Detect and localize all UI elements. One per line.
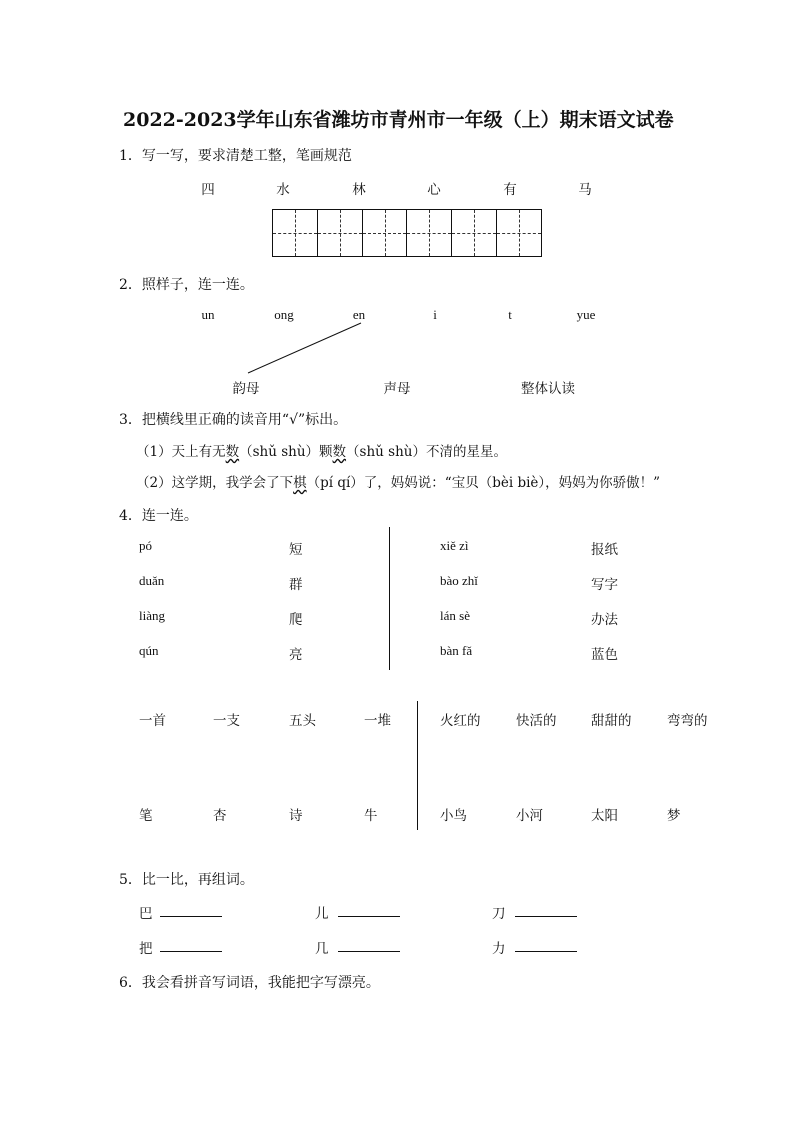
q4-adjective: 弯弯的 <box>667 713 708 729</box>
q4-pinyin: bào zhǐ <box>440 573 478 588</box>
q4-pinyin: duǎn <box>139 573 165 588</box>
q4-pinyin: qún <box>139 643 159 658</box>
q4-word: 办法 <box>591 612 618 628</box>
q4-prompt: 4．连一连。 <box>119 508 198 524</box>
answer-blank[interactable] <box>160 951 222 952</box>
q2-category: 声母 <box>383 381 411 397</box>
q4-noun: 笔 <box>139 808 153 824</box>
q4-pinyin: lán sè <box>440 608 470 623</box>
q4-pinyin: bàn fǎ <box>440 643 473 658</box>
q4-noun: 太阳 <box>591 808 618 824</box>
q4-char: 亮 <box>289 647 303 663</box>
q4-pinyin: xiě zì <box>440 538 469 553</box>
q3-sentence-2: （2）这学期，我学会了下棋（pí qí）了，妈妈说：“宝贝（bèi biè），妈妈为你骄傲！” <box>136 475 661 491</box>
q4-adjective: 快活的 <box>516 713 557 729</box>
q2-pinyin: un <box>201 307 215 322</box>
q2-category: 整体认读 <box>521 381 575 397</box>
q1-char: 水 <box>276 182 290 198</box>
q4-measure: 五头 <box>289 713 316 729</box>
q4-char: 爬 <box>289 612 303 628</box>
q4-pinyin: pó <box>139 538 152 553</box>
answer-blank[interactable] <box>160 916 222 917</box>
q4-word: 报纸 <box>591 542 618 558</box>
q4-measure: 一堆 <box>364 713 391 729</box>
q4-noun: 小河 <box>516 808 543 824</box>
q2-prompt: 2．照样子，连一连。 <box>119 277 254 293</box>
q2-pinyin: en <box>352 307 366 322</box>
q5-char: 刀 <box>492 906 506 922</box>
q5-prompt: 5．比一比，再组词。 <box>119 872 254 888</box>
q4-noun: 杏 <box>213 808 227 824</box>
q1-char: 心 <box>427 182 441 198</box>
divider <box>417 701 418 830</box>
q4-word: 写字 <box>591 577 618 593</box>
q4-noun: 小鸟 <box>440 808 467 824</box>
q4-noun: 梦 <box>667 808 681 824</box>
q4-adjective: 甜甜的 <box>591 713 632 729</box>
example-connect-line <box>0 0 794 400</box>
answer-blank[interactable] <box>338 951 400 952</box>
q4-char: 群 <box>289 577 303 593</box>
answer-blank[interactable] <box>515 951 577 952</box>
q4-word: 蓝色 <box>591 647 618 663</box>
q5-char: 巴 <box>139 906 153 922</box>
q1-prompt: 1．写一写，要求清楚工整，笔画规范 <box>119 148 352 164</box>
q4-char: 短 <box>289 542 303 558</box>
q2-category: 韵母 <box>232 381 260 397</box>
marked-word: 棋 <box>293 475 307 491</box>
marked-word: 数 <box>332 444 347 460</box>
q3-prompt: 3．把横线里正确的读音用“√”标出。 <box>119 412 348 428</box>
q3-sentence-1: （1）天上有无数（shǔ shù）颗数（shǔ shù）不清的星星。 <box>136 444 507 460</box>
q5-char: 儿 <box>315 906 329 922</box>
answer-blank[interactable] <box>338 916 400 917</box>
q4-measure: 一支 <box>213 713 240 729</box>
q5-char: 几 <box>315 941 329 957</box>
q4-measure: 一首 <box>139 713 166 729</box>
divider <box>389 527 390 670</box>
q5-char: 力 <box>492 941 506 957</box>
q1-char: 马 <box>578 182 592 198</box>
q1-char: 林 <box>352 182 366 198</box>
q4-noun: 牛 <box>364 808 378 824</box>
page-title: 2022-2023学年山东省潍坊市青州市一年级（上）期末语文试卷 <box>123 109 674 131</box>
q4-adjective: 火红的 <box>440 713 481 729</box>
q5-char: 把 <box>139 941 153 957</box>
q4-noun: 诗 <box>289 808 303 824</box>
q1-char: 有 <box>503 182 517 198</box>
q1-char: 四 <box>201 182 215 198</box>
marked-word: 数 <box>225 444 240 460</box>
answer-blank[interactable] <box>515 916 577 917</box>
q4-pinyin: liàng <box>139 608 165 623</box>
q2-pinyin: i <box>433 307 437 322</box>
q2-pinyin: yue <box>576 307 596 322</box>
q2-pinyin: ong <box>274 307 294 322</box>
q6-prompt: 6．我会看拼音写词语，我能把字写漂亮。 <box>119 975 380 991</box>
q2-pinyin: t <box>508 307 512 322</box>
